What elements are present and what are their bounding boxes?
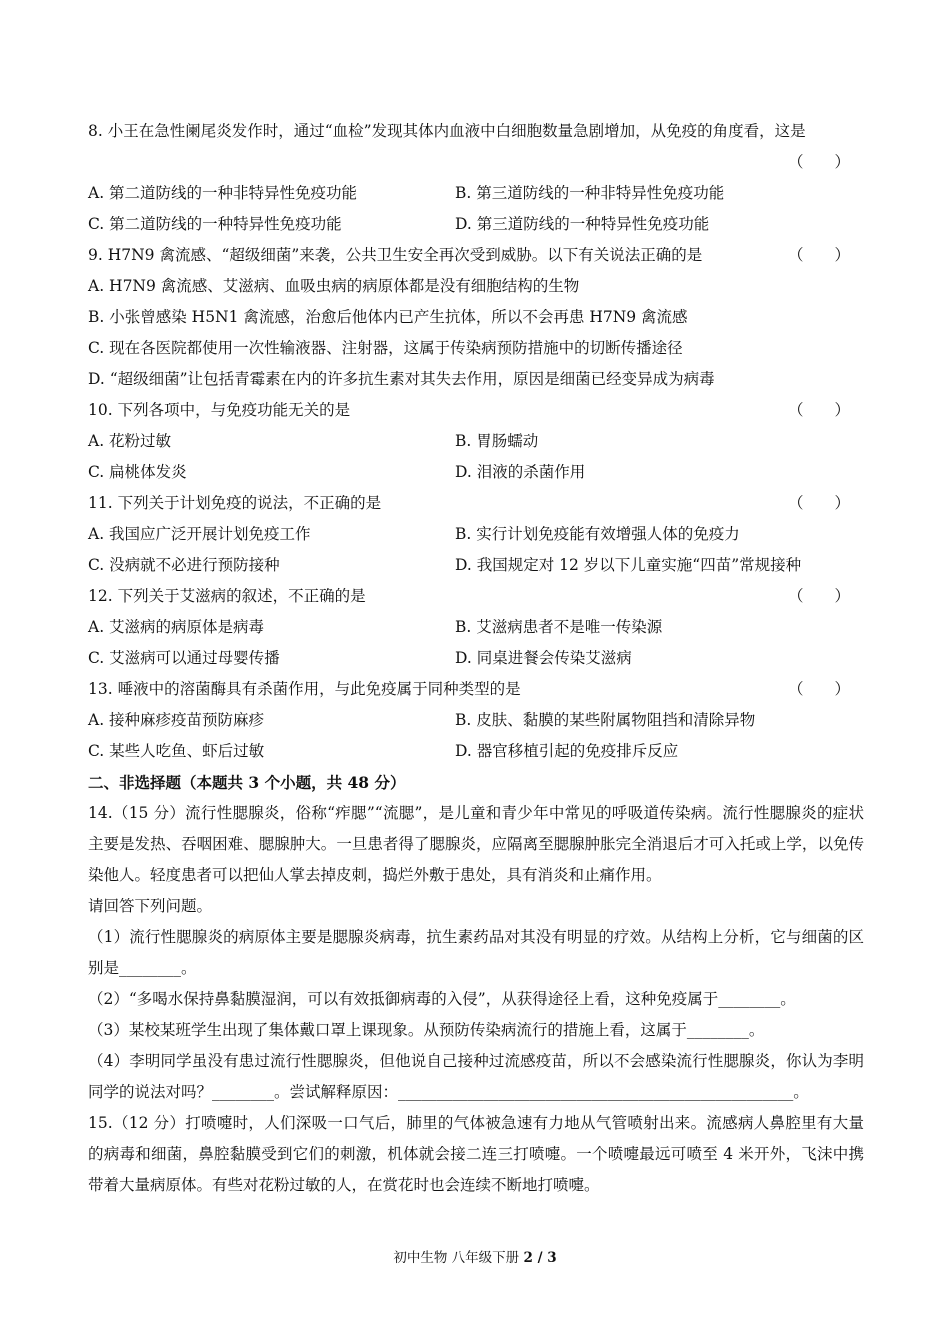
option-a: A. 接种麻疹疫苗预防麻疹 <box>88 711 265 729</box>
option-b: B. 艾滋病患者不是唯一传染源 <box>455 618 663 636</box>
question-14-sub-3: （3）某校某班学生出现了集体戴口罩上课现象。从预防传染病流行的措施上看，这属于________。 <box>88 1021 765 1039</box>
question-13-options-ab <box>88 705 864 736</box>
option-b: B. 小张曾感染 H5N1 禽流感，治愈后他体内已产生抗体，所以不会再患 H7N9 禽流感 <box>88 308 688 326</box>
option-b: B. 皮肤、黏膜的某些附属物阻挡和清除异物 <box>455 711 756 729</box>
option-b: B. 胃肠蠕动 <box>455 432 539 450</box>
option-a: A. 我国应广泛开展计划免疫工作 <box>88 525 311 543</box>
question-9-text: 9. H7N9 禽流感、“超级细菌”来袭，公共卫生安全再次受到威胁。以下有关说法正确的是 <box>88 246 703 264</box>
option-a: A. H7N9 禽流感、艾滋病、血吸虫病的病原体都是没有细胞结构的生物 <box>88 277 580 295</box>
question-12-options-cd <box>88 643 864 674</box>
answer-paren: （ ） <box>787 587 850 605</box>
question-15-intro: 15.（12 分）打喷嚏时，人们深吸一口气后，肺里的气体被急速有力地从气管喷射出来。流感病人鼻腔里有大量的病毒和细菌，鼻腔黏膜受到它们的刺激，机体就会接二连三打喷嚏。一个喷嚏最远可喷至 4 米开外，飞沫中携带着大量病原体。有些对花粉过敏的人，在赏花时也会连续不断地打喷嚏。 <box>88 1114 864 1194</box>
option-d: D. 同桌进餐会传染艾滋病 <box>455 649 632 667</box>
question-14-sub-4: （4）李明同学虽没有患过流行性腮腺炎，但他说自己接种过流感疫苗，所以不会感染流行性腮腺炎，你认为李明同学的说法对吗？________。尝试解释原因：___________________________________________________。 <box>88 1052 864 1101</box>
question-12-text: 12. 下列关于艾滋病的叙述，不正确的是 <box>88 587 366 605</box>
option-d: D. 第三道防线的一种特异性免疫功能 <box>455 215 710 233</box>
question-14-intro: 14.（15 分）流行性腮腺炎，俗称“痄腮”“流腮”，是儿童和青少年中常见的呼吸道传染病。流行性腮腺炎的症状主要是发热、吞咽困难、腮腺肿大。一旦患者得了腮腺炎，应隔离至腮腺肿胀完全消退后才可入托或上学，以免传染他人。轻度患者可以把仙人掌去掉皮刺，捣烂外敷于患处，具有消炎和止痛作用。 <box>88 804 864 884</box>
question-13-options-cd <box>88 736 864 767</box>
question-11-text: 11. 下列关于计划免疫的说法，不正确的是 <box>88 494 382 512</box>
option-c: C. 第二道防线的一种特异性免疫功能 <box>88 215 342 233</box>
question-8-options-cd <box>88 209 864 240</box>
exam-page <box>88 116 864 1201</box>
option-c: C. 扁桃体发炎 <box>88 463 187 481</box>
option-d: D. 泪液的杀菌作用 <box>455 463 586 481</box>
question-11-options-cd <box>88 550 864 581</box>
question-14-sub-2: （2）“多喝水保持鼻黏膜湿润，可以有效抵御病毒的入侵”，从获得途径上看，这种免疫属于________。 <box>88 990 796 1008</box>
question-10-stem <box>88 395 864 426</box>
question-10-options-ab <box>88 426 864 457</box>
option-c: C. 现在各医院都使用一次性输液器、注射器，这属于传染病预防措施中的切断传播途径 <box>88 339 683 357</box>
option-a: A. 花粉过敏 <box>88 432 172 450</box>
footer-label: 初中生物 八年级下册 <box>393 1250 520 1266</box>
question-11-options-ab <box>88 519 864 550</box>
option-a: A. 第二道防线的一种非特异性免疫功能 <box>88 184 358 202</box>
section-heading: 二、非选择题（本题共 3 个小题，共 48 分） <box>88 773 406 792</box>
question-9-stem <box>88 240 864 271</box>
question-11-stem <box>88 488 864 519</box>
question-8-answer-row <box>88 147 864 178</box>
question-14-sub-1: （1）流行性腮腺炎的病原体主要是腮腺炎病毒，抗生素药品对其没有明显的疗效。从结构上分析，它与细菌的区别是________。 <box>88 928 864 977</box>
question-8-stem: 8. 小王在急性阑尾炎发作时，通过“血检”发现其体内血液中白细胞数量急剧增加，从免疫的角度看，这是 <box>88 122 806 140</box>
question-13-text: 13. 唾液中的溶菌酶具有杀菌作用，与此免疫属于同种类型的是 <box>88 680 521 698</box>
question-12-stem <box>88 581 864 612</box>
page-footer <box>0 1246 950 1266</box>
option-d: D. “超级细菌”让包括青霉素在内的许多抗生素对其失去作用，原因是细菌已经变异成为病毒 <box>88 370 715 388</box>
option-c: C. 没病就不必进行预防接种 <box>88 556 280 574</box>
question-10-options-cd <box>88 457 864 488</box>
question-8-options-ab <box>88 178 864 209</box>
option-d: D. 我国规定对 12 岁以下儿童实施“四苗”常规接种 <box>455 556 802 574</box>
option-c: C. 某些人吃鱼、虾后过敏 <box>88 742 265 760</box>
answer-paren: （ ） <box>787 680 850 698</box>
page-number: 2 / 3 <box>523 1250 557 1266</box>
answer-paren: （ ） <box>787 153 850 171</box>
question-14-ask: 请回答下列问题。 <box>88 897 213 915</box>
answer-paren: （ ） <box>787 401 850 419</box>
answer-paren: （ ） <box>787 246 850 264</box>
option-b: B. 第三道防线的一种非特异性免疫功能 <box>455 184 725 202</box>
question-10-text: 10. 下列各项中，与免疫功能无关的是 <box>88 401 351 419</box>
question-13-stem <box>88 674 864 705</box>
option-a: A. 艾滋病的病原体是病毒 <box>88 618 265 636</box>
option-d: D. 器官移植引起的免疫排斥反应 <box>455 742 679 760</box>
option-c: C. 艾滋病可以通过母婴传播 <box>88 649 280 667</box>
option-b: B. 实行计划免疫能有效增强人体的免疫力 <box>455 525 740 543</box>
answer-paren: （ ） <box>787 494 850 512</box>
question-12-options-ab <box>88 612 864 643</box>
